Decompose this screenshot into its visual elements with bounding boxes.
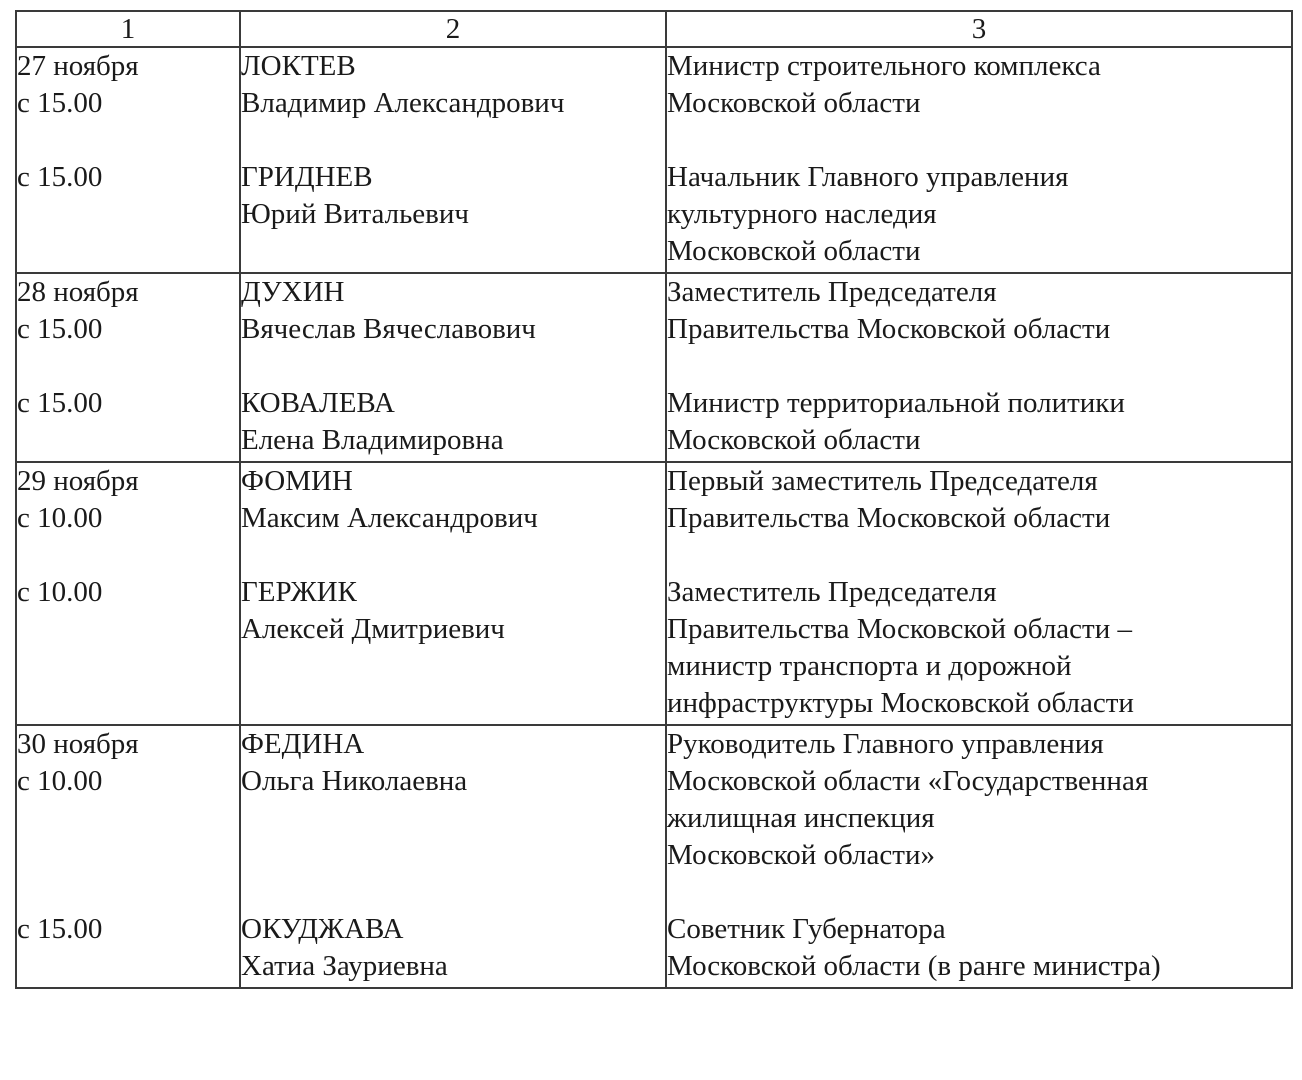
position-line: Московской области: [667, 235, 921, 267]
official-name-cell: [240, 462, 666, 725]
official-given-names: Алексей Дмитриевич: [241, 613, 505, 645]
position-cell: [666, 462, 1292, 725]
position-cell: [666, 47, 1292, 273]
table-row: [16, 462, 1292, 725]
spacer: [17, 874, 239, 911]
position-line: Министр территориальной политики: [667, 387, 1125, 419]
table-header-row: [16, 11, 1292, 47]
position-line: Заместитель Председателя: [667, 576, 997, 608]
date-time-cell: [16, 462, 240, 725]
spacer: [241, 837, 665, 874]
date-time-cell: [16, 725, 240, 988]
position-line: Министр строительного комплекса: [667, 50, 1101, 82]
date-label: 30 ноября: [17, 728, 139, 760]
spacer: [241, 537, 665, 574]
column-header-2: 2: [240, 11, 666, 47]
spacer: [667, 874, 1291, 911]
table-body: [16, 47, 1292, 988]
time-label: с 15.00: [17, 387, 103, 419]
spacer: [667, 722, 1291, 724]
official-given-names: Елена Владимировна: [241, 424, 504, 456]
spacer: [667, 348, 1291, 385]
official-surname: ГРИДНЕВ: [241, 161, 373, 193]
position-line: культурного наследия: [667, 198, 937, 230]
official-name-cell: [240, 47, 666, 273]
spacer: [17, 537, 239, 574]
official-surname: ДУХИН: [241, 276, 345, 308]
position-line: Московской области»: [667, 839, 935, 871]
time-label: с 15.00: [17, 313, 103, 345]
official-given-names: Владимир Александрович: [241, 87, 565, 119]
position-line: Московской области: [667, 87, 921, 119]
official-given-names: Юрий Витальевич: [241, 198, 469, 230]
date-label: 28 ноября: [17, 276, 139, 308]
position-line: Московской области (в ранге министра): [667, 950, 1161, 982]
position-line: министр транспорта и дорожной: [667, 650, 1072, 682]
time-label: с 10.00: [17, 576, 103, 608]
reception-schedule-table: [15, 10, 1293, 989]
position-line: Правительства Московской области –: [667, 613, 1132, 645]
position-line: инфраструктуры Московской области: [667, 687, 1134, 719]
official-surname: ФОМИН: [241, 465, 353, 497]
spacer: [667, 270, 1291, 272]
position-line: Первый заместитель Председателя: [667, 465, 1098, 497]
position-line: Правительства Московской области: [667, 502, 1111, 534]
date-time-cell: [16, 47, 240, 273]
spacer: [241, 800, 665, 837]
date-time-cell: [16, 273, 240, 462]
official-surname: ФЕДИНА: [241, 728, 365, 760]
date-label: 27 ноября: [17, 50, 139, 82]
official-given-names: Ольга Николаевна: [241, 765, 468, 797]
spacer: [667, 122, 1291, 159]
column-header-3: 3: [666, 11, 1292, 47]
position-line: Начальник Главного управления: [667, 161, 1069, 193]
spacer: [17, 348, 239, 385]
official-surname: ЛОКТЕВ: [241, 50, 356, 82]
spacer: [241, 874, 665, 911]
official-given-names: Максим Александрович: [241, 502, 538, 534]
position-line: Заместитель Председателя: [667, 276, 997, 308]
position-line: Московской области: [667, 424, 921, 456]
spacer: [241, 122, 665, 159]
table-row: [16, 273, 1292, 462]
spacer: [667, 459, 1291, 461]
spacer: [667, 537, 1291, 574]
official-surname: ОКУДЖАВА: [241, 913, 404, 945]
position-cell: [666, 725, 1292, 988]
position-cell: [666, 273, 1292, 462]
official-given-names: Хатиа Зауриевна: [241, 950, 448, 982]
official-name-cell: [240, 725, 666, 988]
time-label: с 10.00: [17, 765, 103, 797]
official-given-names: Вячеслав Вячеславович: [241, 313, 536, 345]
table-row: [16, 725, 1292, 988]
position-line: жилищная инспекция: [667, 802, 935, 834]
spacer: [241, 348, 665, 385]
time-label: с 15.00: [17, 161, 103, 193]
column-header-1: 1: [16, 11, 240, 47]
table-row: [16, 47, 1292, 273]
official-surname: ГЕРЖИК: [241, 576, 357, 608]
position-line: Правительства Московской области: [667, 313, 1111, 345]
time-label: с 15.00: [17, 913, 103, 945]
position-line: Руководитель Главного управления: [667, 728, 1104, 760]
official-name-cell: [240, 273, 666, 462]
spacer: [17, 837, 239, 874]
spacer: [667, 985, 1291, 987]
position-line: Московской области «Государственная: [667, 765, 1149, 797]
time-label: с 10.00: [17, 502, 103, 534]
spacer: [17, 122, 239, 159]
time-label: с 15.00: [17, 87, 103, 119]
official-surname: КОВАЛЕВА: [241, 387, 395, 419]
position-line: Советник Губернатора: [667, 913, 946, 945]
spacer: [17, 800, 239, 837]
date-label: 29 ноября: [17, 465, 139, 497]
